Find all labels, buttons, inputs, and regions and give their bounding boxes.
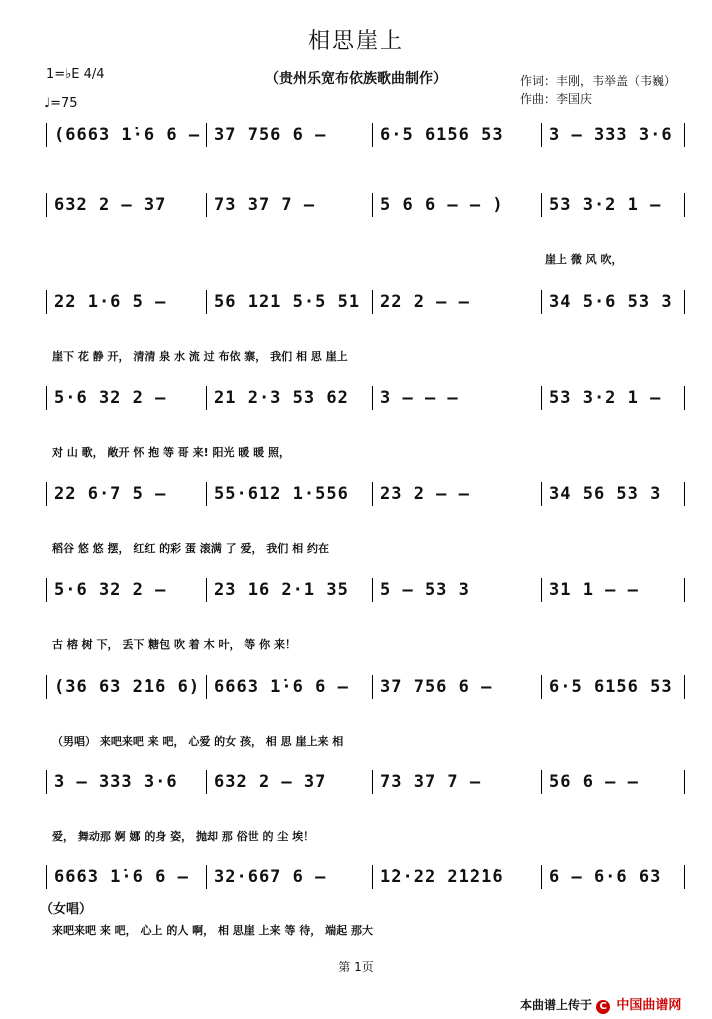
measure-notes: 6663 1̇·6 6 – bbox=[54, 867, 189, 887]
measure-notes: 3 – 333 3·6 bbox=[54, 772, 178, 792]
bar-line bbox=[684, 675, 685, 699]
bar-line bbox=[684, 290, 685, 314]
bar-line bbox=[206, 770, 207, 794]
bar-line bbox=[46, 386, 47, 410]
measure-notes: 5 6 6 – – ) bbox=[380, 195, 504, 215]
lyric-line: 来吧来吧 来 吧， 心上 的人 啊， 相 思崖 上来 等 待， 端起 那大 bbox=[52, 924, 373, 937]
measure-notes: 22 2 – – bbox=[380, 292, 470, 312]
bar-line bbox=[541, 193, 542, 217]
bar-line bbox=[541, 482, 542, 506]
measure-notes: 37 756 6 – bbox=[214, 125, 327, 145]
composer-credit: 作曲：李国庆 bbox=[520, 92, 593, 106]
bar-line bbox=[46, 123, 47, 147]
lyric-line: 崖下 花 静 开， 清清 泉 水 流 过 布依 寨， 我们 相 思 崖上 bbox=[52, 350, 348, 363]
bar-line bbox=[206, 865, 207, 889]
measure-notes: 3 – 333 3·6 bbox=[549, 125, 673, 145]
measure-notes: 1̇2·22 2̇1̇2̇1̇6 bbox=[380, 867, 504, 887]
measure-notes: 73 37 7 – bbox=[380, 772, 482, 792]
footer-text: 本曲谱上传于 bbox=[520, 998, 593, 1012]
subtitle: （贵州乐宽布依族歌曲制作） bbox=[265, 71, 447, 87]
bar-line bbox=[46, 770, 47, 794]
measure-notes: 73 37 7 – bbox=[214, 195, 316, 215]
lyric-line: 对 山 歌， 敞开 怀 抱 等 哥 来! 阳光 暖 暖 照， bbox=[52, 446, 290, 459]
measure-notes: (6663 1̇·6 6 – bbox=[54, 125, 201, 145]
bar-line bbox=[541, 386, 542, 410]
bar-line bbox=[541, 578, 542, 602]
site-logo-icon: C bbox=[596, 1000, 610, 1014]
bar-line bbox=[206, 386, 207, 410]
bar-line bbox=[541, 290, 542, 314]
measure-notes: 53 3·2 1 – bbox=[549, 195, 662, 215]
bar-line bbox=[206, 482, 207, 506]
bar-line bbox=[684, 193, 685, 217]
measure-notes: 5 – 53 3 bbox=[380, 580, 470, 600]
measure-notes: 31 1 – – bbox=[549, 580, 639, 600]
bar-line bbox=[372, 865, 373, 889]
measure-notes: 5·6 32 2 – bbox=[54, 580, 167, 600]
bar-line bbox=[684, 578, 685, 602]
bar-line bbox=[206, 290, 207, 314]
tempo-marking: ♩=75 bbox=[44, 96, 78, 111]
upload-footer bbox=[520, 994, 681, 1014]
measure-notes: 5·6 32 2 – bbox=[54, 388, 167, 408]
measure-notes: 6 – 6·6 63 bbox=[549, 867, 662, 887]
measure-notes: 55·612 1·556 bbox=[214, 484, 349, 504]
bar-line bbox=[372, 123, 373, 147]
bar-line bbox=[372, 193, 373, 217]
lyric-line: 稻谷 悠 悠 摆， 红红 的彩 蛋 滚满 了 爱， 我们 相 约在 bbox=[52, 542, 329, 555]
measure-notes: 32·667 6 – bbox=[214, 867, 327, 887]
bar-line bbox=[684, 770, 685, 794]
bar-line bbox=[541, 123, 542, 147]
bar-line bbox=[372, 482, 373, 506]
bar-line bbox=[46, 482, 47, 506]
bar-line bbox=[541, 675, 542, 699]
measure-notes: 23 16 2·1 35 bbox=[214, 580, 349, 600]
page-number: 第 1页 bbox=[338, 960, 374, 974]
measure-notes: 34 5·6 53 3 bbox=[549, 292, 673, 312]
bar-line bbox=[372, 578, 373, 602]
bar-line bbox=[684, 123, 685, 147]
lyric-line: 爱， 舞动那 婀 娜 的身 姿， 抛却 那 俗世 的 尘 埃！ bbox=[52, 830, 315, 843]
lyric-line: （男唱） 来吧来吧 来 吧， 心爱 的女 孩， 相 思 崖上来 相 bbox=[52, 735, 344, 748]
measure-notes: 34 56 53 3 bbox=[549, 484, 662, 504]
measure-notes: 21 2·3 53 62 bbox=[214, 388, 349, 408]
measure-notes: 56 121 5·5 51 bbox=[214, 292, 361, 312]
measure-notes: 6·5 61̇56 53 bbox=[549, 677, 673, 697]
site-logo-text: 中国曲谱网 bbox=[616, 998, 682, 1013]
bar-line bbox=[541, 865, 542, 889]
bar-line bbox=[684, 386, 685, 410]
bar-line bbox=[372, 290, 373, 314]
bar-line bbox=[206, 675, 207, 699]
page-title: 相思崖上 bbox=[307, 29, 404, 54]
bar-line bbox=[684, 482, 685, 506]
bar-line bbox=[684, 865, 685, 889]
bar-line bbox=[206, 193, 207, 217]
bar-line bbox=[372, 675, 373, 699]
bar-line bbox=[46, 675, 47, 699]
lyric-line: 崖上 微 风 吹， bbox=[545, 253, 623, 266]
bar-line bbox=[541, 770, 542, 794]
measure-notes: 53 3·2 1 – bbox=[549, 388, 662, 408]
bar-line bbox=[46, 865, 47, 889]
bar-line bbox=[46, 290, 47, 314]
bar-line bbox=[206, 578, 207, 602]
bar-line bbox=[372, 770, 373, 794]
bar-line bbox=[372, 386, 373, 410]
measure-notes: (36 63 2̇1̇6 6) bbox=[54, 677, 201, 697]
measure-notes: 22 1·6 5 – bbox=[54, 292, 167, 312]
measure-notes: 6663 1̇·6 6 – bbox=[214, 677, 349, 697]
lyricist-credit: 作词：丰刚，韦举盖（韦巍） bbox=[520, 74, 677, 88]
measure-notes: 22 6·7 5 – bbox=[54, 484, 167, 504]
measure-notes: 56 6 – – bbox=[549, 772, 639, 792]
measure-notes: 632 2 – 37 bbox=[54, 195, 167, 215]
lyric-line: 古 榕 树 下， 丢下 糖包 吹 着 木 叶， 等 你 来！ bbox=[52, 638, 296, 651]
bar-line bbox=[46, 578, 47, 602]
measure-notes: 6·5 61̇56 53 bbox=[380, 125, 504, 145]
female-part-label: （女唱） bbox=[40, 902, 93, 917]
bar-line bbox=[46, 193, 47, 217]
measure-notes: 3 – – – bbox=[380, 388, 459, 408]
measure-notes: 37 756 6 – bbox=[380, 677, 493, 697]
measure-notes: 632 2 – 37 bbox=[214, 772, 327, 792]
bar-line bbox=[206, 123, 207, 147]
measure-notes: 23 2 – – bbox=[380, 484, 470, 504]
key-signature: 1=♭E 4/4 bbox=[46, 67, 105, 82]
